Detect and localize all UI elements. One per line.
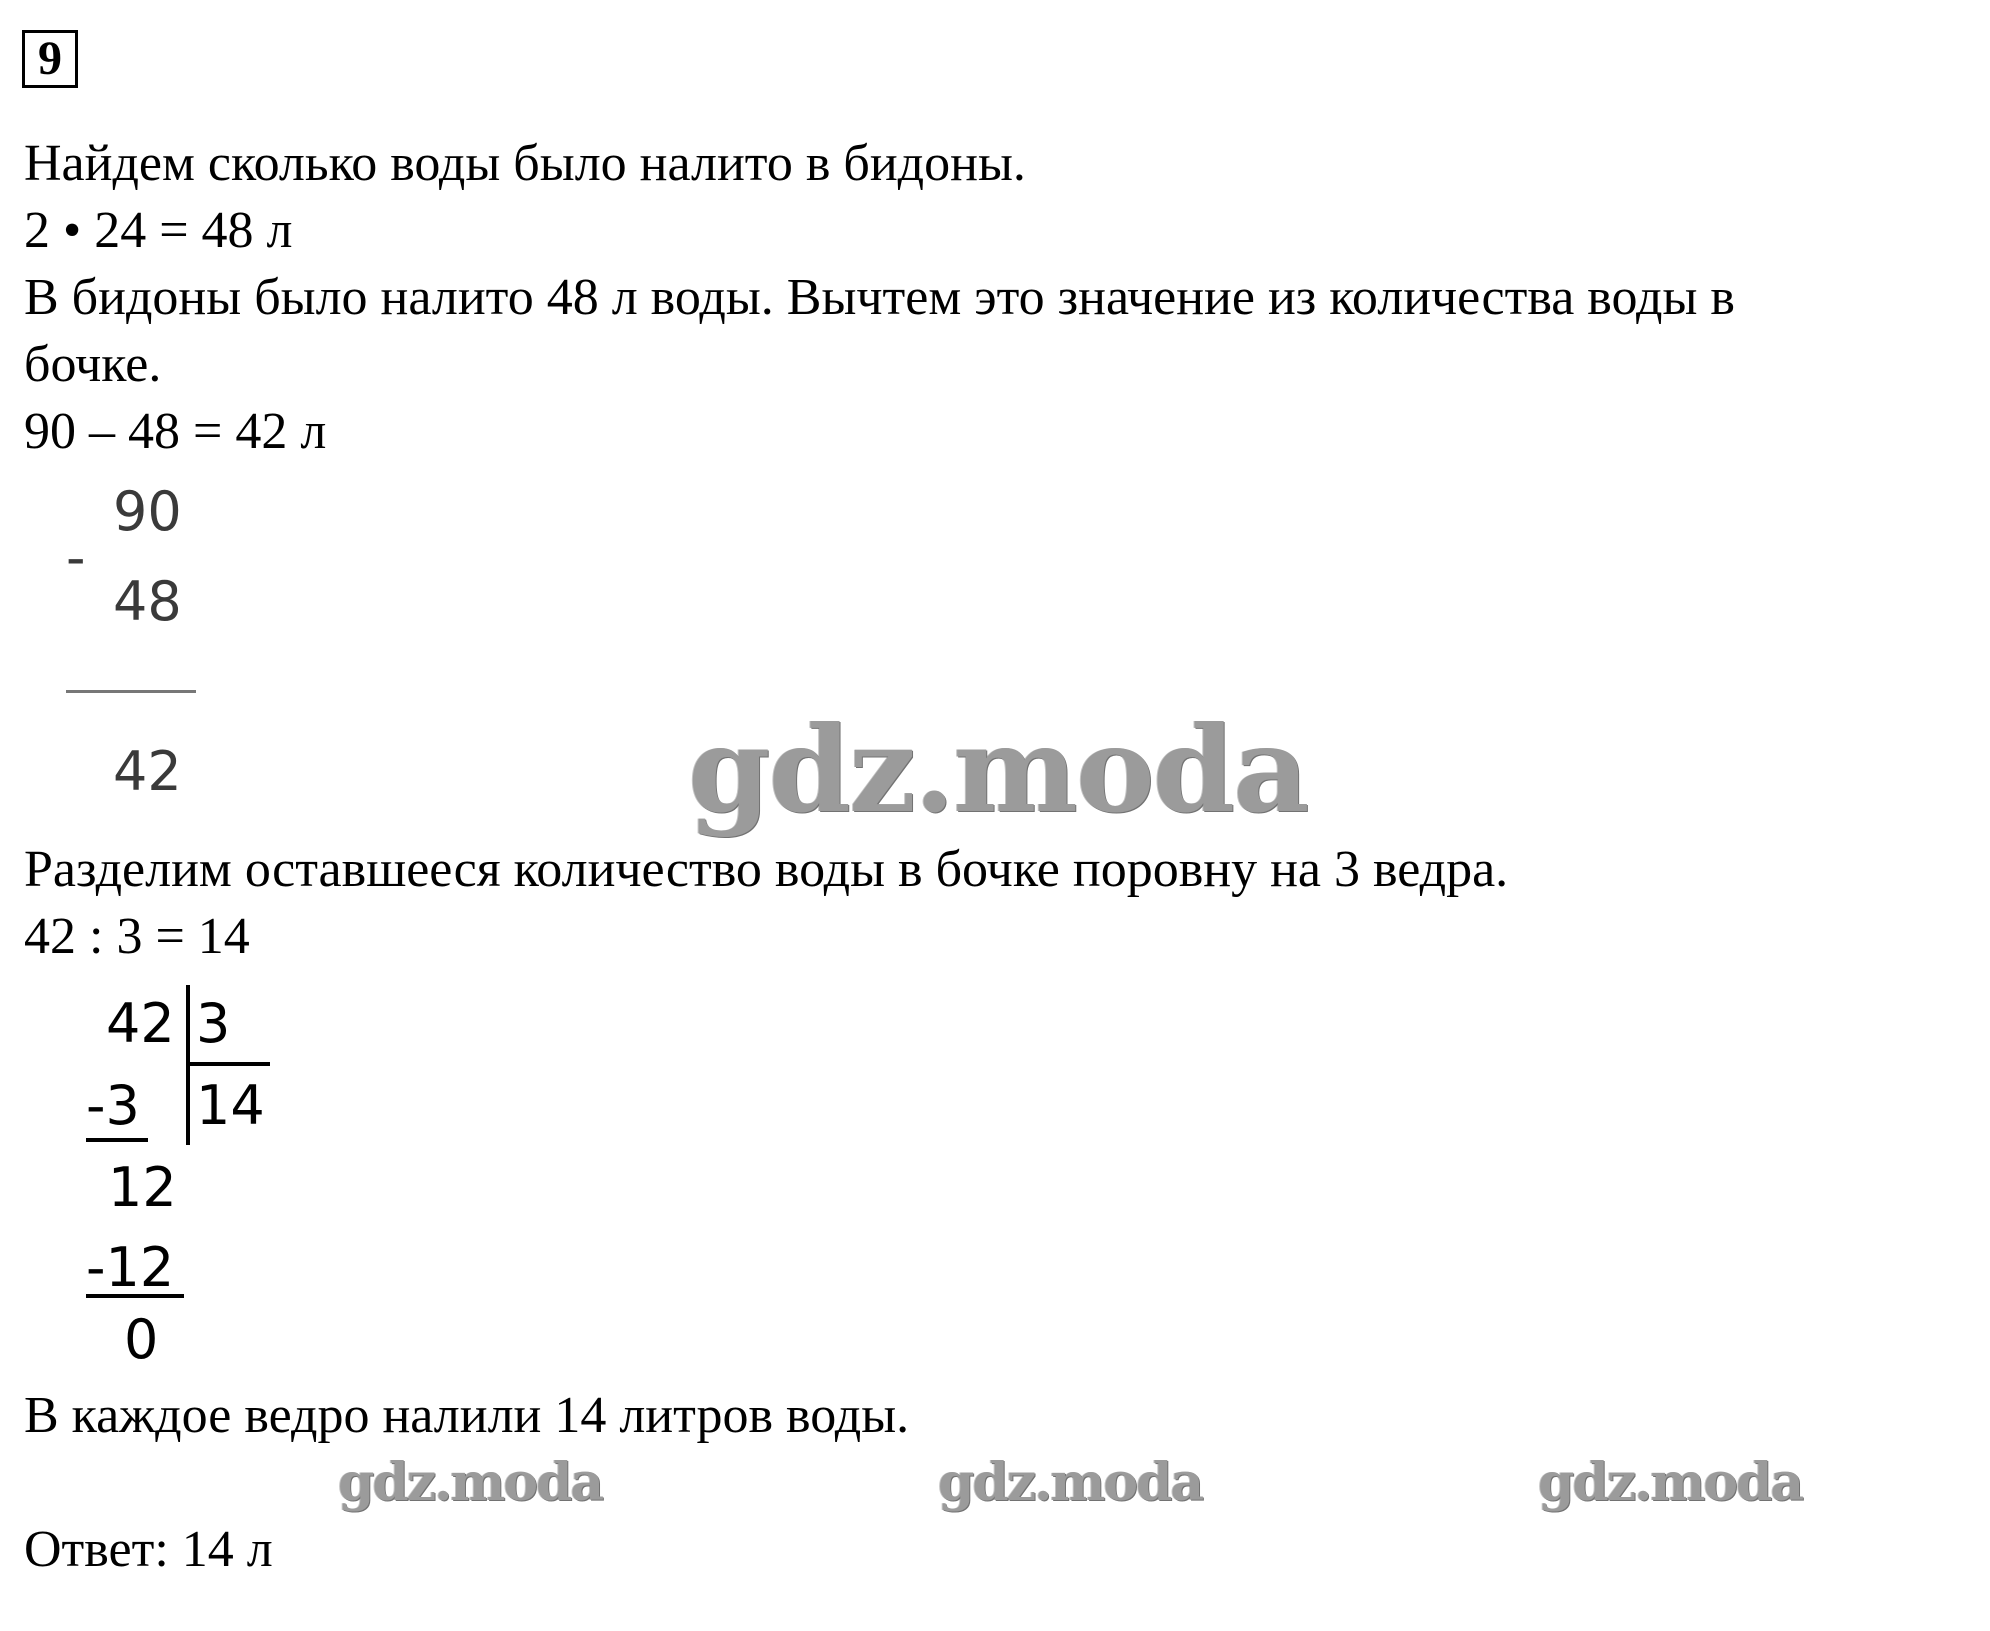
text-line-divide-buckets: Разделим оставшееся количество воды в бочке поровну на 3 ведра. [24,841,1509,898]
text-line-cans-result: В бидоны было налито 48 л воды. Вычтем это значение из количества воды в [24,269,1735,326]
equation-multiply: 2 • 24 = 48 л [24,202,293,259]
division-horizontal-bar [188,1062,270,1066]
division-step2: -12 [86,1236,175,1299]
division-step1: -3 [86,1074,140,1137]
watermark-bottom-left: gdz.moda [338,1452,603,1513]
watermark-bottom-center: gdz.moda [938,1452,1203,1513]
subtraction-subtrahend: 48 [113,570,182,633]
division-step1-underline [86,1138,148,1142]
subtraction-rule [66,690,196,693]
text-line-barrel: бочке. [24,336,162,393]
task-number-box: 9 [22,30,78,88]
equation-divide: 42 : 3 = 14 [24,908,250,965]
watermark-center: gdz.moda [688,700,1308,839]
division-step2-underline [86,1294,184,1298]
division-quotient: 14 [196,1074,265,1137]
subtraction-minuend: 90 [113,480,182,543]
text-line-find-cans: Найдем сколько воды было налито в бидоны. [24,135,1026,192]
subtraction-result: 42 [113,740,182,803]
text-line-each-bucket: В каждое ведро налили 14 литров воды. [24,1387,910,1444]
equation-subtract: 90 – 48 = 42 л [24,403,327,460]
division-dividend: 42 [106,992,175,1055]
subtraction-sign: - [66,526,86,589]
watermark-bottom-right: gdz.moda [1538,1452,1803,1513]
division-remainder1: 12 [108,1156,177,1219]
division-remainder2: 0 [124,1308,159,1371]
answer-line: Ответ: 14 л [24,1521,273,1578]
division-divisor: 3 [196,992,231,1055]
